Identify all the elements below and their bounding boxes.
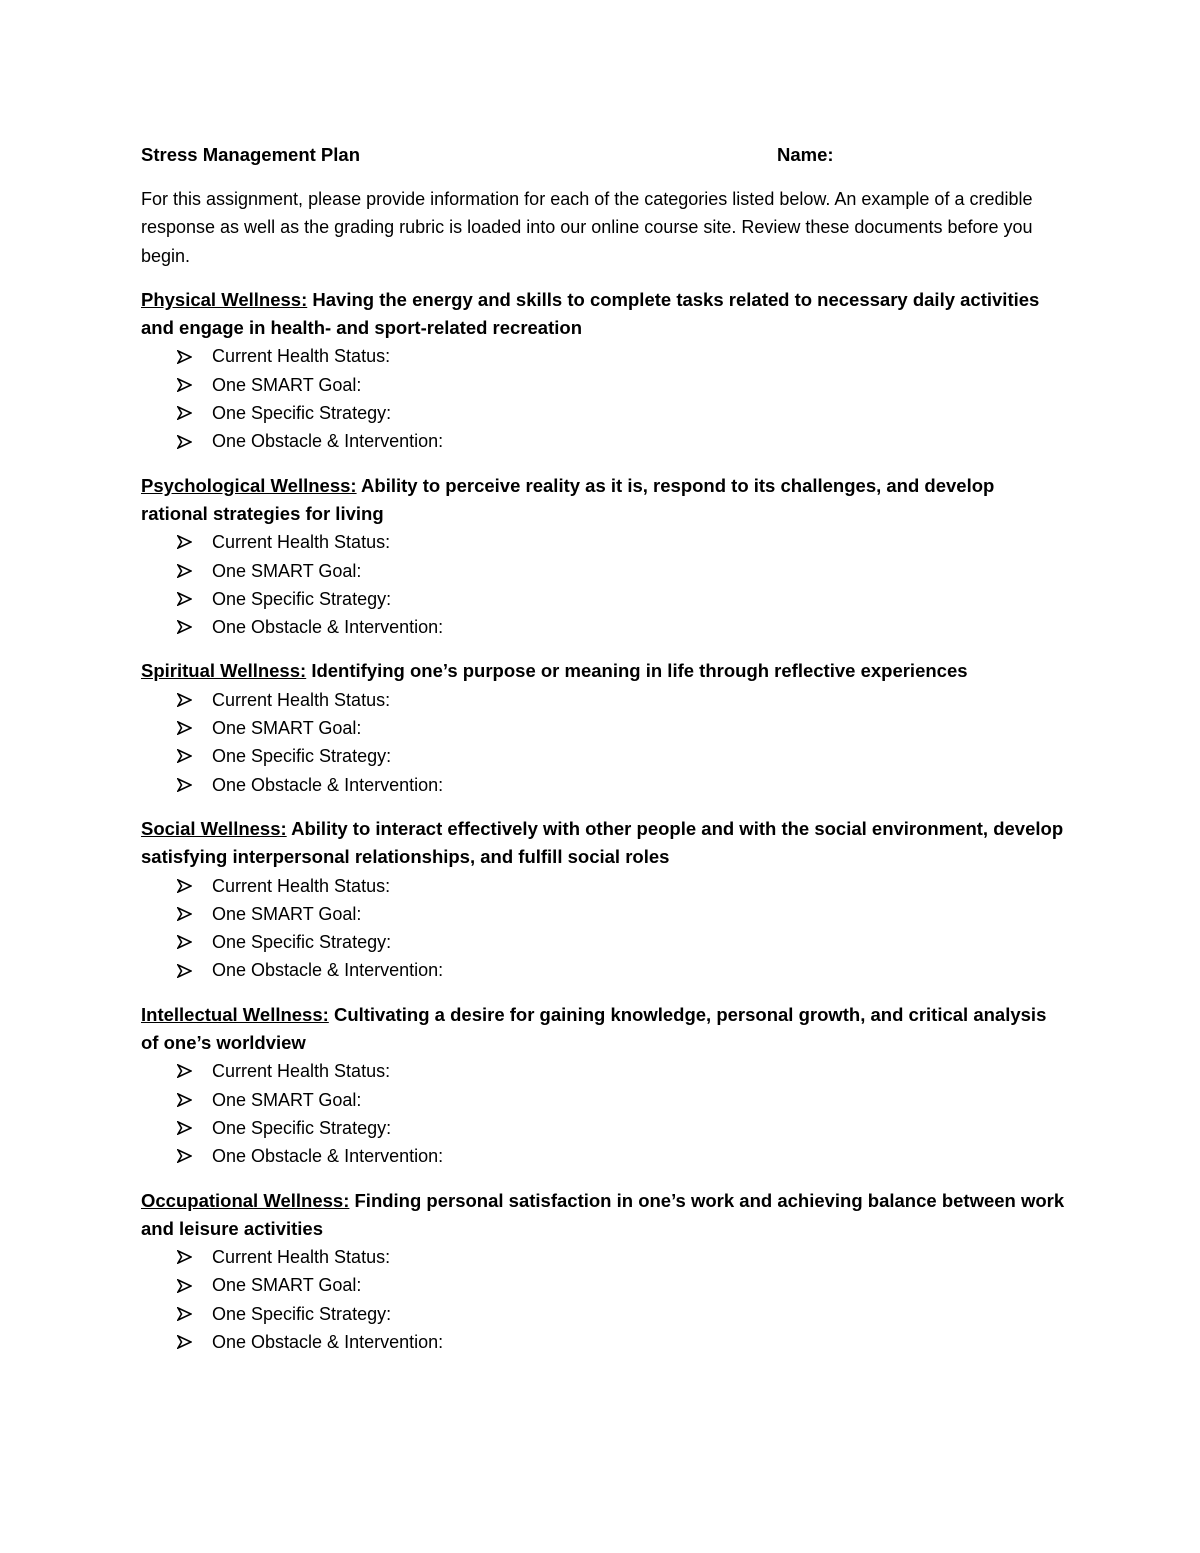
section-description: Cultivating a desire for gaining knowledge, personal growth, and critical analysis of one’s worldview (141, 1003, 1047, 1054)
arrowhead-bullet-icon (177, 956, 193, 984)
section-item-list (141, 1243, 1066, 1356)
section-heading (141, 1187, 1066, 1244)
list-item-label: One SMART Goal: (212, 560, 362, 581)
arrowhead-bullet-icon (177, 1086, 193, 1114)
section-heading (141, 657, 1066, 685)
wellness-section (141, 657, 1066, 798)
arrowhead-bullet-icon (177, 714, 193, 742)
list-item-label: Current Health Status: (212, 1061, 391, 1082)
wellness-section (141, 1187, 1066, 1357)
arrowhead-bullet-icon (177, 1057, 193, 1085)
list-item (141, 613, 1066, 641)
section-heading (141, 1001, 1066, 1058)
section-heading (141, 815, 1066, 872)
list-item (141, 1057, 1066, 1085)
list-item-label: Current Health Status: (212, 1247, 391, 1268)
section-name: Physical Wellness: (141, 288, 308, 310)
list-item (141, 1114, 1066, 1142)
list-item (141, 771, 1066, 799)
list-item (141, 399, 1066, 427)
list-item (141, 371, 1066, 399)
list-item (141, 427, 1066, 455)
list-item-label: One Obstacle & Intervention: (212, 431, 444, 452)
list-item (141, 1243, 1066, 1271)
section-name: Spiritual Wellness: (141, 660, 307, 682)
arrowhead-bullet-icon (177, 1300, 193, 1328)
section-heading (141, 472, 1066, 529)
list-item-label: One Specific Strategy: (212, 932, 392, 953)
list-item (141, 928, 1066, 956)
list-item (141, 686, 1066, 714)
arrowhead-bullet-icon (177, 1271, 193, 1299)
list-item (141, 342, 1066, 370)
list-item-label: Current Health Status: (212, 346, 391, 367)
section-item-list (141, 528, 1066, 641)
list-item-label: One Specific Strategy: (212, 1117, 392, 1138)
section-item-list (141, 1057, 1066, 1170)
list-item-label: One Obstacle & Intervention: (212, 617, 444, 638)
arrowhead-bullet-icon (177, 427, 193, 455)
arrowhead-bullet-icon (177, 872, 193, 900)
list-item (141, 1086, 1066, 1114)
list-item-label: One SMART Goal: (212, 374, 362, 395)
arrowhead-bullet-icon (177, 1142, 193, 1170)
arrowhead-bullet-icon (177, 399, 193, 427)
list-item (141, 528, 1066, 556)
name-label: Name: (777, 144, 834, 165)
wellness-sections (141, 286, 1066, 1356)
list-item-label: One Obstacle & Intervention: (212, 774, 444, 795)
document-page (141, 141, 1066, 1356)
list-item-label: One SMART Goal: (212, 903, 362, 924)
section-item-list (141, 342, 1066, 455)
section-description: Finding personal satisfaction in one’s work and achieving balance between work and leisure activities (141, 1189, 1065, 1239)
arrowhead-bullet-icon (177, 613, 193, 641)
arrowhead-bullet-icon (177, 928, 193, 956)
arrowhead-bullet-icon (177, 557, 193, 585)
list-item-label: One SMART Goal: (212, 1089, 362, 1110)
document-title: Stress Management Plan (141, 144, 360, 165)
list-item-label: One Specific Strategy: (212, 1303, 392, 1324)
section-description: Ability to interact effectively with other people and with the social environment, develop satisfying interpersonal relationships, and fulfill social roles (141, 817, 1064, 868)
list-item-label: One Specific Strategy: (212, 746, 392, 767)
arrowhead-bullet-icon (177, 528, 193, 556)
section-description: Identifying one’s purpose or meaning in life through reflective experiences (306, 660, 968, 682)
list-item (141, 742, 1066, 770)
list-item (141, 1328, 1066, 1356)
section-description: Ability to perceive reality as it is, respond to its challenges, and develop rational strategies for living (141, 474, 995, 524)
section-name: Occupational Wellness: (141, 1189, 350, 1211)
document-header (141, 141, 1066, 169)
list-item-label: One Obstacle & Intervention: (212, 1146, 444, 1167)
list-item-label: One SMART Goal: (212, 718, 362, 739)
list-item (141, 1300, 1066, 1328)
arrowhead-bullet-icon (177, 342, 193, 370)
section-description: Having the energy and skills to complete tasks related to necessary daily activities and engage in health- and sport-related recreation (141, 288, 1040, 339)
list-item-label: Current Health Status: (212, 875, 391, 896)
list-item (141, 1271, 1066, 1299)
list-item (141, 900, 1066, 928)
list-item-label: Current Health Status: (212, 532, 391, 553)
section-name: Social Wellness: (141, 817, 287, 839)
arrowhead-bullet-icon (177, 742, 193, 770)
list-item-label: One Obstacle & Intervention: (212, 1331, 444, 1352)
section-heading (141, 286, 1066, 343)
arrowhead-bullet-icon (177, 585, 193, 613)
arrowhead-bullet-icon (177, 1328, 193, 1356)
wellness-section (141, 472, 1066, 642)
list-item-label: Current Health Status: (212, 689, 391, 710)
list-item-label: One Obstacle & Intervention: (212, 960, 444, 981)
wellness-section (141, 286, 1066, 456)
arrowhead-bullet-icon (177, 686, 193, 714)
intro-paragraph: For this assignment, please provide information for each of the categories listed below. An example of a credible response as well as the grading rubric is loaded into our online course site. Review these documents before you begin. (141, 189, 1033, 266)
section-item-list (141, 872, 1066, 985)
arrowhead-bullet-icon (177, 371, 193, 399)
list-item-label: One Specific Strategy: (212, 588, 392, 609)
wellness-section (141, 815, 1066, 985)
arrowhead-bullet-icon (177, 771, 193, 799)
list-item (141, 585, 1066, 613)
list-item-label: One Specific Strategy: (212, 403, 392, 424)
list-item (141, 956, 1066, 984)
arrowhead-bullet-icon (177, 900, 193, 928)
list-item (141, 714, 1066, 742)
section-item-list (141, 686, 1066, 799)
section-name: Intellectual Wellness: (141, 1003, 329, 1025)
list-item (141, 557, 1066, 585)
list-item-label: One SMART Goal: (212, 1275, 362, 1296)
arrowhead-bullet-icon (177, 1114, 193, 1142)
list-item (141, 872, 1066, 900)
wellness-section (141, 1001, 1066, 1171)
section-name: Psychological Wellness: (141, 474, 357, 496)
list-item (141, 1142, 1066, 1170)
arrowhead-bullet-icon (177, 1243, 193, 1271)
